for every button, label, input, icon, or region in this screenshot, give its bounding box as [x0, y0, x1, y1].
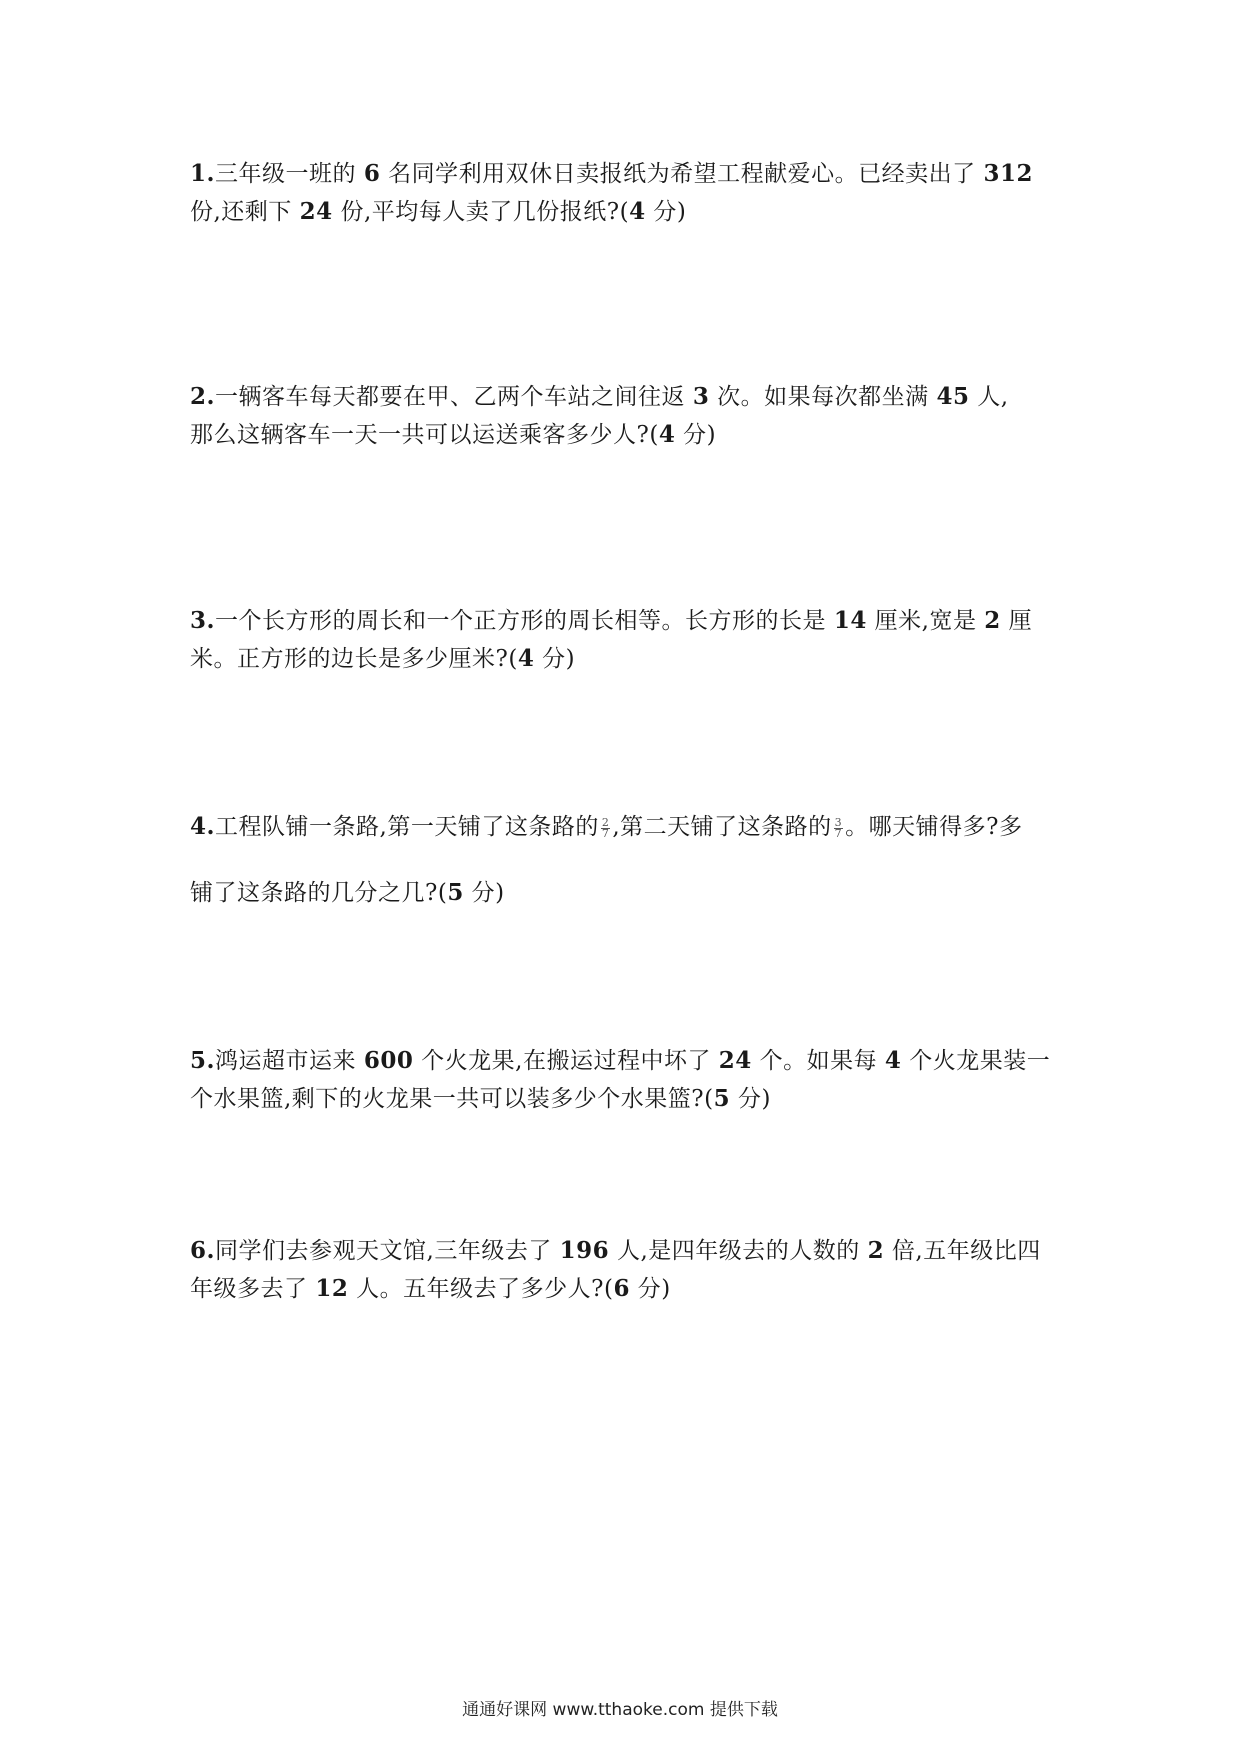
numeral: 2: [984, 607, 1001, 634]
problem-5-number: 5.: [190, 1047, 216, 1074]
problem-3-line-2: 米。正方形的边长是多少厘米?(4 分): [190, 645, 576, 672]
numeral: 5: [713, 1085, 731, 1112]
problem-1-number: 1.: [190, 160, 216, 187]
problem-2-number: 2.: [190, 383, 216, 410]
problem-1: [190, 155, 1070, 231]
numeral: 6: [613, 1275, 630, 1302]
numeral: 12: [315, 1275, 349, 1302]
numeral: 24: [299, 198, 333, 225]
numeral: 4: [517, 645, 535, 672]
problem-2-line-1: 2.一辆客车每天都要在甲、乙两个车站之间往返 3 次。如果每次都坐满 45 人,: [190, 383, 1009, 410]
problem-4-line-2: 铺了这条路的几分之几?(5 分): [190, 879, 505, 906]
problem-3: [190, 602, 1070, 678]
problem-4-line-1: 4.工程队铺一条路,第一天铺了这条路的 $\frac{2}{7}$ ,第二天铺了这条路的 $\frac{3}{7}$ 。哪天铺得多?多: [190, 813, 1023, 840]
numeral: 4: [658, 421, 676, 448]
problem-6-line-2: 年级多去了 12 人。五年级去了多少人?(6 分): [190, 1275, 671, 1302]
problem-2-line-2: 那么这辆客车一天一共可以运送乘客多少人?(4 分): [190, 421, 717, 448]
fraction-two-sevenths: $\frac{2}{7}$: [601, 815, 610, 840]
problem-6-line-1: 6.同学们去参观天文馆,三年级去了 196 人,是四年级去的人数的 2 倍,五年级比四: [190, 1237, 1041, 1264]
problem-3-line-1: 3.一个长方形的周长和一个正方形的周长相等。长方形的长是 14 厘米,宽是 2 厘: [190, 607, 1033, 634]
footer-credit: 通通好课网 www.tthaoke.com 提供下载: [462, 1700, 778, 1720]
numeral: 4: [629, 198, 646, 225]
problem-6-number: 6.: [190, 1237, 216, 1264]
numeral: 14: [833, 607, 867, 634]
numeral: 24: [718, 1047, 752, 1074]
numeral: 312: [983, 160, 1033, 187]
numeral: 600: [363, 1047, 414, 1074]
problem-5-line-2: 个水果篮,剩下的火龙果一共可以装多少个水果篮?(5 分): [190, 1085, 771, 1112]
problem-2: [190, 378, 1070, 454]
problem-3-number: 3.: [190, 607, 216, 634]
problem-4-number: 4.: [190, 813, 216, 840]
fraction-three-sevenths: $\frac{3}{7}$: [834, 815, 843, 840]
numeral: 3: [692, 383, 710, 410]
problem-6: [190, 1232, 1070, 1308]
numeral: 2: [867, 1237, 885, 1264]
problem-4: [190, 808, 1070, 912]
numeral: 6: [363, 160, 381, 187]
numeral: 4: [884, 1047, 902, 1074]
numeral: 196: [559, 1237, 610, 1264]
problem-1-line-2: 份,还剩下 24 份,平均每人卖了几份报纸?(4 分): [190, 198, 687, 225]
problem-5-line-1: 5.鸿运超市运来 600 个火龙果,在搬运过程中坏了 24 个。如果每 4 个火龙果装一: [190, 1047, 1051, 1074]
problem-1-line-1: 1.三年级一班的 6 名同学利用双休日卖报纸为希望工程献爱心。已经卖出了 312: [190, 160, 1033, 187]
problem-5: [190, 1042, 1070, 1118]
numeral: 45: [936, 383, 970, 410]
numeral: 5: [447, 879, 464, 906]
